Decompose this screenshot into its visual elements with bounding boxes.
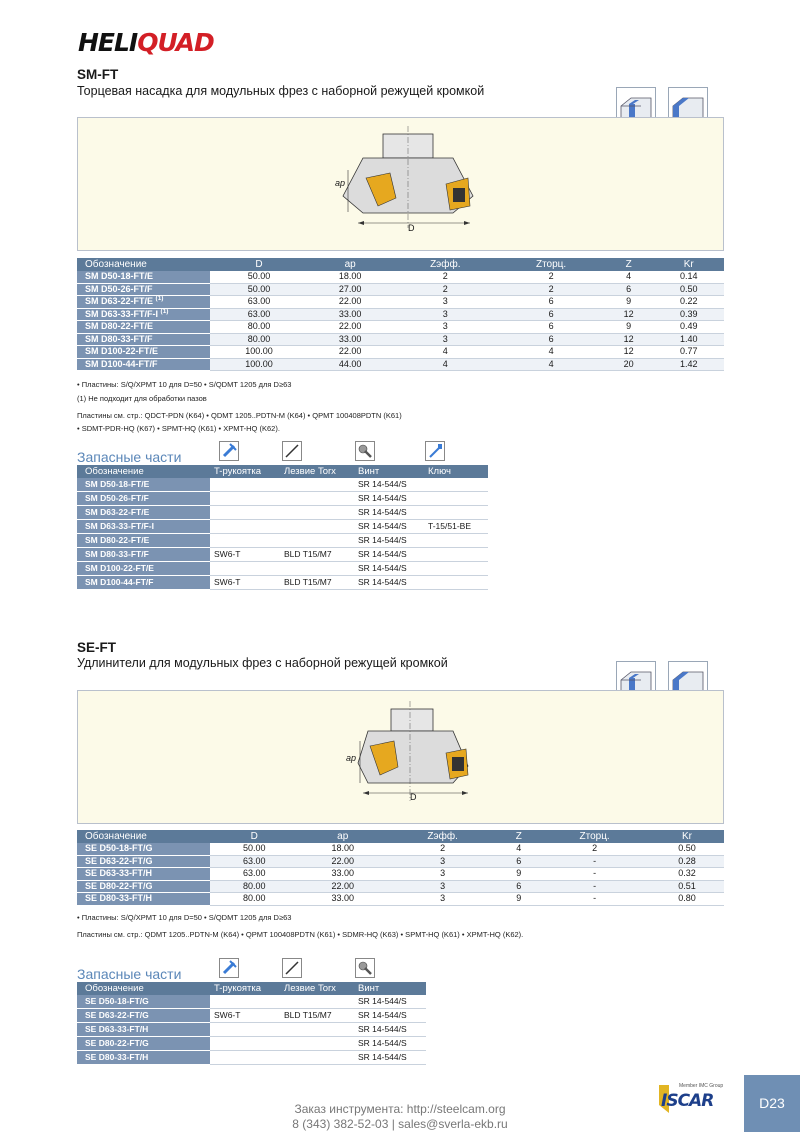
cell: 33.00 xyxy=(308,308,392,321)
sm-note-slots: (1) Не подходит для обработки пазов xyxy=(77,394,207,403)
cell: 63.00 xyxy=(210,868,298,881)
cell: 18.00 xyxy=(298,843,386,855)
torx-blade-icon xyxy=(282,958,302,978)
table-row xyxy=(77,1051,426,1065)
row-code: SE D80-33-FT/H xyxy=(77,1051,210,1065)
cell: BLD T15/M7 xyxy=(280,576,354,590)
col-screw: Винт xyxy=(354,982,426,995)
table-row xyxy=(77,283,724,296)
sm-section-description: Торцевая насадка для модульных фрез с наборной режущей кромкой xyxy=(77,84,485,98)
cell: SR 14-544/S xyxy=(354,520,424,534)
cell xyxy=(210,562,280,576)
table-row xyxy=(77,321,724,334)
table-row xyxy=(77,843,724,855)
t-handle-icon xyxy=(219,441,239,461)
cell: 3 xyxy=(392,296,498,309)
cell: 4 xyxy=(392,346,498,359)
table-header-row xyxy=(77,982,426,995)
table-row xyxy=(77,1009,426,1023)
se-dim-d: D xyxy=(410,792,417,802)
cell: SW6-T xyxy=(210,1009,280,1023)
screw-icon xyxy=(355,958,375,978)
se-spec-table xyxy=(77,830,724,906)
table-row xyxy=(77,534,488,548)
col-d: D xyxy=(210,258,308,271)
cell xyxy=(280,1051,354,1065)
cell: SW6-T xyxy=(210,576,280,590)
cell xyxy=(210,1023,280,1037)
cell: 22.00 xyxy=(298,855,386,868)
row-code: SE D50-18-FT/G xyxy=(77,995,210,1009)
brand-part2: QUAD xyxy=(137,28,214,57)
t-handle-icon xyxy=(219,958,239,978)
row-code: SE D80-33-FT/H xyxy=(77,893,210,906)
cell: 4 xyxy=(498,346,603,359)
col-designation: Обозначение xyxy=(77,830,210,843)
cell xyxy=(424,506,488,520)
row-code: SM D50-18-FT/E xyxy=(77,478,210,492)
cell: 63.00 xyxy=(210,855,298,868)
col-t-handle: T-рукоятка xyxy=(210,982,280,995)
footnote-marker: (1) xyxy=(160,307,169,315)
col-torx-blade: Лезвие Torx xyxy=(280,465,354,478)
se-note-inserts: • Пластины: S/Q/XPMT 10 для D=50 • S/QDMT 1205 для D≥63 xyxy=(77,913,292,922)
cell: 33.00 xyxy=(298,868,386,881)
table-row xyxy=(77,296,724,309)
brand-part1: HELI xyxy=(78,28,138,57)
se-spares-title: Запасные части xyxy=(77,966,182,982)
sm-note-inserts: • Пластины: S/Q/XPMT 10 для D=50 • S/QDMT 1205 для D≥63 xyxy=(77,380,292,389)
col-screw: Винт xyxy=(354,465,424,478)
cell: 3 xyxy=(387,893,498,906)
cell: 100.00 xyxy=(210,346,308,359)
cell: 50.00 xyxy=(210,271,308,283)
row-code: SM D100-44-FT/F xyxy=(77,576,210,590)
cell: 0.32 xyxy=(650,868,724,881)
cell: 3 xyxy=(387,855,498,868)
cell: 0.80 xyxy=(650,893,724,906)
row-code: SM D63-33-FT/F-I xyxy=(85,308,159,319)
cell: SR 14-544/S xyxy=(354,1037,426,1051)
cell: 22.00 xyxy=(308,346,392,359)
sm-section-code: SM-FT xyxy=(77,67,119,82)
cell: SR 14-544/S xyxy=(354,548,424,562)
sm-note-pages-cont: • SDMT-PDR-HQ (K67) • SPMT-HQ (K61) • XPMT-HQ (K62). xyxy=(77,424,280,433)
table-row xyxy=(77,492,488,506)
cell: SR 14-544/S xyxy=(354,534,424,548)
cell: 6 xyxy=(498,855,539,868)
row-code: SM D50-26-FT/F xyxy=(85,283,153,294)
table-row xyxy=(77,308,724,321)
col-z: Z xyxy=(604,258,654,271)
cell: SR 14-544/S xyxy=(354,576,424,590)
cell xyxy=(280,478,354,492)
iscar-logo xyxy=(657,1083,729,1113)
cell: 3 xyxy=(387,880,498,893)
cell: 4 xyxy=(498,843,539,855)
cell xyxy=(210,534,280,548)
cell: 50.00 xyxy=(210,843,298,855)
cell: - xyxy=(539,855,650,868)
cell: 9 xyxy=(604,296,654,309)
col-designation: Обозначение xyxy=(77,258,210,271)
cell: 80.00 xyxy=(210,333,308,346)
table-row xyxy=(77,346,724,359)
page-number: D23 xyxy=(744,1075,800,1132)
table-row xyxy=(77,333,724,346)
row-code: SM D50-26-FT/F xyxy=(77,492,210,506)
cell: 12 xyxy=(604,333,654,346)
se-tool-drawing xyxy=(78,691,723,823)
cell: - xyxy=(539,880,650,893)
cell: 2 xyxy=(392,271,498,283)
cell: 2 xyxy=(498,283,603,296)
cell: 0.77 xyxy=(654,346,724,359)
cell xyxy=(424,534,488,548)
col-torx-blade: Лезвие Torx xyxy=(280,982,354,995)
col-designation: Обозначение xyxy=(77,465,210,478)
cell: SR 14-544/S xyxy=(354,492,424,506)
col-z-eff: Zэфф. xyxy=(392,258,498,271)
cell: 2 xyxy=(498,271,603,283)
col-z-face: Zторц. xyxy=(539,830,650,843)
row-code: SE D63-33-FT/H xyxy=(77,1023,210,1037)
table-row xyxy=(77,271,724,283)
cell xyxy=(210,1051,280,1065)
cell xyxy=(280,506,354,520)
sm-drawing-panel xyxy=(77,117,724,251)
cell xyxy=(210,478,280,492)
se-section-description: Удлинители для модульных фрез с наборной режущей кромкой xyxy=(77,656,448,670)
cell: 2 xyxy=(387,843,498,855)
row-code: SE D80-22-FT/G xyxy=(77,1037,210,1051)
cell xyxy=(280,562,354,576)
table-row xyxy=(77,576,488,590)
row-code: SE D63-22-FT/G xyxy=(77,855,210,868)
cell: 4 xyxy=(392,358,498,371)
cell: 1.40 xyxy=(654,333,724,346)
cell: 0.22 xyxy=(654,296,724,309)
cell: 0.49 xyxy=(654,321,724,334)
cell: 3 xyxy=(387,868,498,881)
cell xyxy=(280,520,354,534)
sm-note-pages: Пластины см. стр.: QDCT-PDN (K64) • QDMT 1205..PDTN-M (K64) • QPMT 100408PDTN (K61) xyxy=(77,411,402,420)
row-code: SM D50-18-FT/E xyxy=(85,271,154,281)
cell xyxy=(210,1037,280,1051)
cell: 63.00 xyxy=(210,296,308,309)
cell: 33.00 xyxy=(308,333,392,346)
footer-order-link[interactable]: Заказ инструмента: http://steelcam.org xyxy=(294,1102,506,1116)
cell: 6 xyxy=(498,296,603,309)
cell xyxy=(424,562,488,576)
cell xyxy=(210,995,280,1009)
cell: SR 14-544/S xyxy=(354,1023,426,1037)
cell: 22.00 xyxy=(308,296,392,309)
cell: 2 xyxy=(539,843,650,855)
cell: 12 xyxy=(604,308,654,321)
row-code: SM D80-33-FT/F xyxy=(77,548,210,562)
row-code: SM D63-33-FT/F-I xyxy=(77,520,210,534)
cell: 22.00 xyxy=(298,880,386,893)
cell: 6 xyxy=(498,308,603,321)
cell: 27.00 xyxy=(308,283,392,296)
cell: 80.00 xyxy=(210,880,298,893)
cell: 18.00 xyxy=(308,271,392,283)
cell: 80.00 xyxy=(210,893,298,906)
cell: 0.14 xyxy=(654,271,724,283)
cell: 4 xyxy=(604,271,654,283)
col-key: Ключ xyxy=(424,465,488,478)
col-t-handle: T-рукоятка xyxy=(210,465,280,478)
sm-spares-table xyxy=(77,465,488,590)
cell: 4 xyxy=(498,358,603,371)
key-icon xyxy=(425,441,445,461)
col-kr: Kr xyxy=(654,258,724,271)
cell: - xyxy=(539,868,650,881)
table-row xyxy=(77,868,724,881)
cell: 100.00 xyxy=(210,358,308,371)
cell: SR 14-544/S xyxy=(354,1009,426,1023)
cell: 6 xyxy=(498,880,539,893)
sm-dim-d: D xyxy=(408,223,415,233)
sm-spares-title: Запасные части xyxy=(77,449,182,465)
table-row xyxy=(77,562,488,576)
cell: 9 xyxy=(604,321,654,334)
cell: 6 xyxy=(498,333,603,346)
col-designation: Обозначение xyxy=(77,982,210,995)
cell: SR 14-544/S xyxy=(354,1051,426,1065)
cell: 3 xyxy=(392,333,498,346)
cell: BLD T15/M7 xyxy=(280,548,354,562)
col-ap: ap xyxy=(298,830,386,843)
cell: 50.00 xyxy=(210,283,308,296)
table-row xyxy=(77,1023,426,1037)
cell: 6 xyxy=(498,321,603,334)
cell: 3 xyxy=(392,321,498,334)
cell: 80.00 xyxy=(210,321,308,334)
sm-spec-table xyxy=(77,258,724,371)
table-row xyxy=(77,880,724,893)
torx-blade-icon xyxy=(282,441,302,461)
cell xyxy=(210,520,280,534)
cell: 0.50 xyxy=(650,843,724,855)
brand-logo xyxy=(78,28,214,58)
row-code: SM D63-22-FT/E xyxy=(85,296,154,306)
table-header-row xyxy=(77,830,724,843)
cell: 0.50 xyxy=(654,283,724,296)
se-spares-table xyxy=(77,982,426,1065)
cell: 44.00 xyxy=(308,358,392,371)
table-row xyxy=(77,358,724,371)
cell: SR 14-544/S xyxy=(354,562,424,576)
cell: 20 xyxy=(604,358,654,371)
table-row xyxy=(77,520,488,534)
row-code: SM D80-33-FT/F xyxy=(85,333,153,344)
table-row xyxy=(77,548,488,562)
cell: 0.39 xyxy=(654,308,724,321)
row-code: SM D100-44-FT/F xyxy=(85,358,158,369)
cell xyxy=(280,534,354,548)
cell: SR 14-544/S xyxy=(354,995,426,1009)
table-row xyxy=(77,506,488,520)
cell: 33.00 xyxy=(298,893,386,906)
cell xyxy=(280,995,354,1009)
cell: 9 xyxy=(498,893,539,906)
row-code: SE D63-22-FT/G xyxy=(77,1009,210,1023)
cell xyxy=(424,492,488,506)
cell xyxy=(424,548,488,562)
cell: 0.51 xyxy=(650,880,724,893)
cell xyxy=(210,506,280,520)
table-row xyxy=(77,893,724,906)
screw-icon xyxy=(355,441,375,461)
cell: 63.00 xyxy=(210,308,308,321)
sm-tool-drawing xyxy=(78,118,723,250)
cell: SR 14-544/S xyxy=(354,506,424,520)
row-code: SM D100-22-FT/E xyxy=(77,562,210,576)
row-code: SE D50-18-FT/G xyxy=(77,843,210,855)
cell xyxy=(280,1023,354,1037)
row-code: SM D80-22-FT/E xyxy=(85,321,154,331)
se-dim-ap: ap xyxy=(346,753,357,763)
se-drawing-panel xyxy=(77,690,724,824)
row-code: SM D100-22-FT/E xyxy=(85,346,159,356)
cell xyxy=(210,492,280,506)
table-header-row xyxy=(77,258,724,271)
row-code: SM D80-22-FT/E xyxy=(77,534,210,548)
cell xyxy=(280,492,354,506)
cell: 0.28 xyxy=(650,855,724,868)
cell: 6 xyxy=(604,283,654,296)
col-ap: ap xyxy=(308,258,392,271)
cell: 2 xyxy=(392,283,498,296)
table-row xyxy=(77,855,724,868)
cell: 9 xyxy=(498,868,539,881)
cell: 1.42 xyxy=(654,358,724,371)
cell: 12 xyxy=(604,346,654,359)
se-note-pages: Пластины см. стр.: QDMT 1205..PDTN-M (K64) • QPMT 100408PDTN (K61) • SDMR-HQ (K63) • SPMT-HQ (K61) • XPMT-HQ (K62). xyxy=(77,930,524,939)
cell xyxy=(424,576,488,590)
cell: - xyxy=(539,893,650,906)
row-code: SE D63-33-FT/H xyxy=(77,868,210,881)
logo-member-text: Member IMC Group xyxy=(679,1083,724,1089)
footer-contact[interactable]: 8 (343) 382-52-03 | sales@sverla-ekb.ru xyxy=(292,1117,508,1131)
logo-name: ISCAR xyxy=(661,1091,714,1111)
footnote-marker: (1) xyxy=(155,295,164,302)
table-row xyxy=(77,1037,426,1051)
cell xyxy=(280,1037,354,1051)
cell xyxy=(424,478,488,492)
table-row xyxy=(77,995,426,1009)
table-header-row xyxy=(77,465,488,478)
sm-dim-ap: ap xyxy=(335,178,346,188)
row-code: SE D80-22-FT/G xyxy=(77,880,210,893)
cell: SR 14-544/S xyxy=(354,478,424,492)
cell: 3 xyxy=(392,308,498,321)
cell: 22.00 xyxy=(308,321,392,334)
se-section-code: SE-FT xyxy=(77,640,116,655)
col-z: Z xyxy=(498,830,539,843)
cell: BLD T15/M7 xyxy=(280,1009,354,1023)
col-kr: Kr xyxy=(650,830,724,843)
cell: SW6-T xyxy=(210,548,280,562)
col-z-eff: Zэфф. xyxy=(387,830,498,843)
table-row xyxy=(77,478,488,492)
col-d: D xyxy=(210,830,298,843)
col-z-face: Zторц. xyxy=(498,258,603,271)
row-code: SM D63-22-FT/E xyxy=(77,506,210,520)
cell: T-15/51-BE xyxy=(424,520,488,534)
